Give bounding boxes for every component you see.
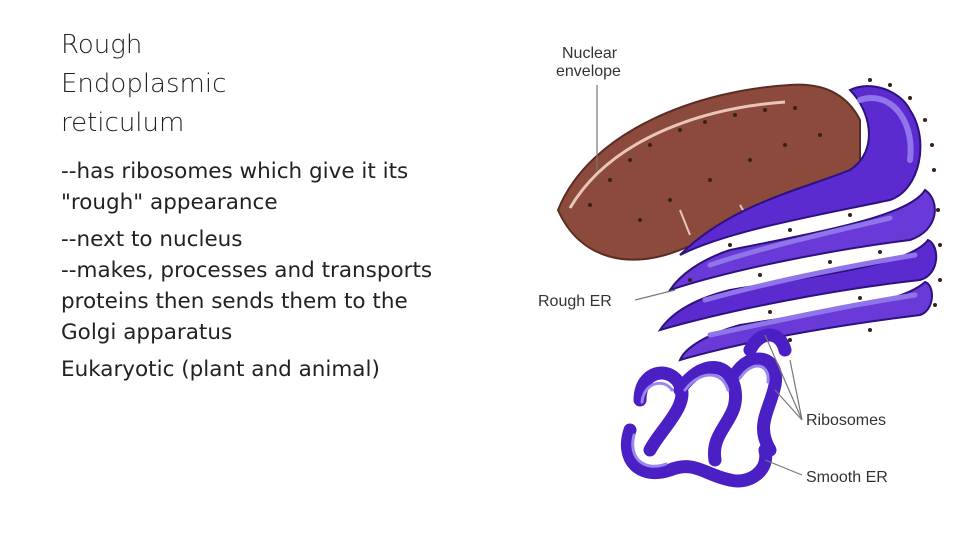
body-line: --makes, processes and transports (61, 258, 433, 283)
slide-title (61, 26, 481, 143)
label-rough-er: Rough ER (538, 293, 612, 310)
body-line: --has ribosomes which give it its (61, 159, 409, 184)
body-line: proteins then sends them to the (61, 289, 408, 314)
label-nuclear-envelope (556, 45, 622, 80)
body-paragraph (61, 156, 531, 218)
rough-er-diagram (530, 30, 950, 500)
title-line: Rough (61, 30, 143, 60)
body-line: "rough" appearance (61, 190, 278, 215)
leader-smooth-er (765, 460, 802, 475)
label-smooth-er: Smooth ER (806, 469, 888, 486)
smooth-er (627, 335, 785, 481)
title-line: Endoplasmic (61, 69, 227, 99)
label-nuclear-envelope-line: Nuclear (562, 45, 618, 62)
leader-rough-er (635, 290, 675, 300)
label-nuclear-envelope-line: envelope (556, 63, 621, 80)
smooth-er-tubule (680, 368, 736, 461)
smooth-er-tubule (750, 335, 785, 350)
smooth-er-tubule (730, 450, 766, 481)
body-line: Eukaryotic (plant and animal) (61, 357, 380, 382)
label-ribosomes: Ribosomes (806, 412, 887, 429)
body-line: --next to nucleus (61, 227, 243, 252)
slide-body (61, 156, 531, 391)
title-line: reticulum (61, 108, 185, 138)
body-paragraph (61, 224, 531, 348)
body-line: Golgi apparatus (61, 320, 233, 345)
body-paragraph (61, 354, 531, 385)
